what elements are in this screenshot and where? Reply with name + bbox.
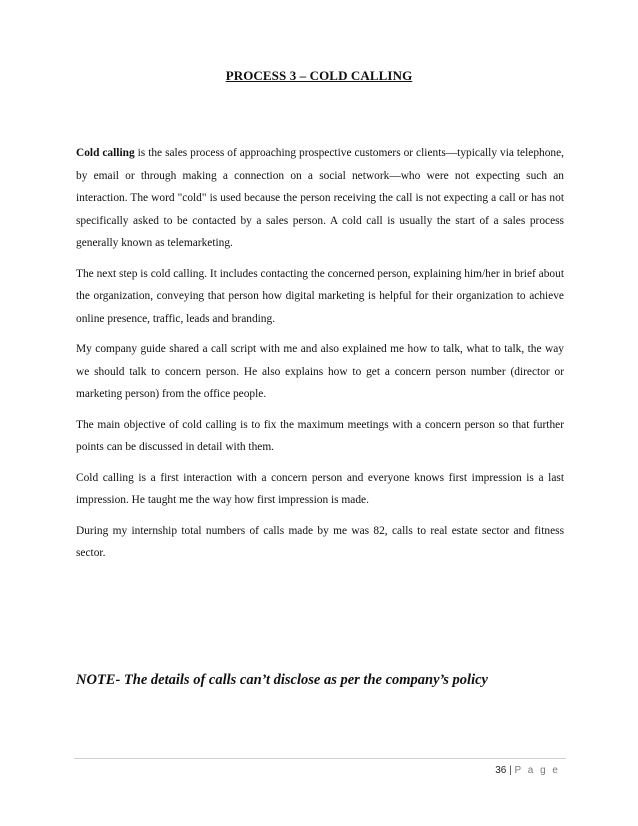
paragraph-objective: The main objective of cold calling is to fix the maximum meetings with a concern person so that further points can be discussed in detail with them. [76,418,564,453]
page-title: PROCESS 3 – COLD CALLING [225,68,413,83]
paragraph-first-impression: Cold calling is a first interaction with a concern person and everyone knows first impression is a last impression. He taught me the way how first impression is made. [76,471,564,506]
paragraph-definition [76,142,564,255]
page-footer [0,764,560,778]
paragraph-call-count: During my internship total numbers of calls made by me was 82, calls to real estate sector and fitness sector. [76,524,564,559]
page-number: 36 [495,765,507,776]
page-label: P a g e [514,765,560,776]
footer-divider [74,758,566,759]
footer-separator: | [509,765,512,776]
paragraph-lead-term: Cold calling [76,147,135,159]
paragraph-call-script: My company guide shared a call script with me and also explained me how to talk, what to talk, the way we should talk to concern person. He also explains how to get a concern person number (director or marketing person) from the office people. [76,343,564,400]
paragraph-next-step: The next step is cold calling. It includes contacting the concerned person, explaining him/her in brief about the organization, conveying that person how digital marketing is helpful for their organization to achieve online presence, traffic, leads and branding. [76,267,564,325]
body-text [76,142,564,573]
policy-note: NOTE- The details of calls can’t disclose as per the company’s policy [76,672,488,688]
paragraph-text: is the sales process of approaching prospective customers or clients—typically via telephone, by email or through making a connection on a social network—who were not expecting such an interaction. The word "cold" is used because the person receiving the call is not expecting a call or has not specifically asked to be contacted by a sales person. A cold call is usually the start of a sales process generally known as telemarketing. [76,147,564,249]
